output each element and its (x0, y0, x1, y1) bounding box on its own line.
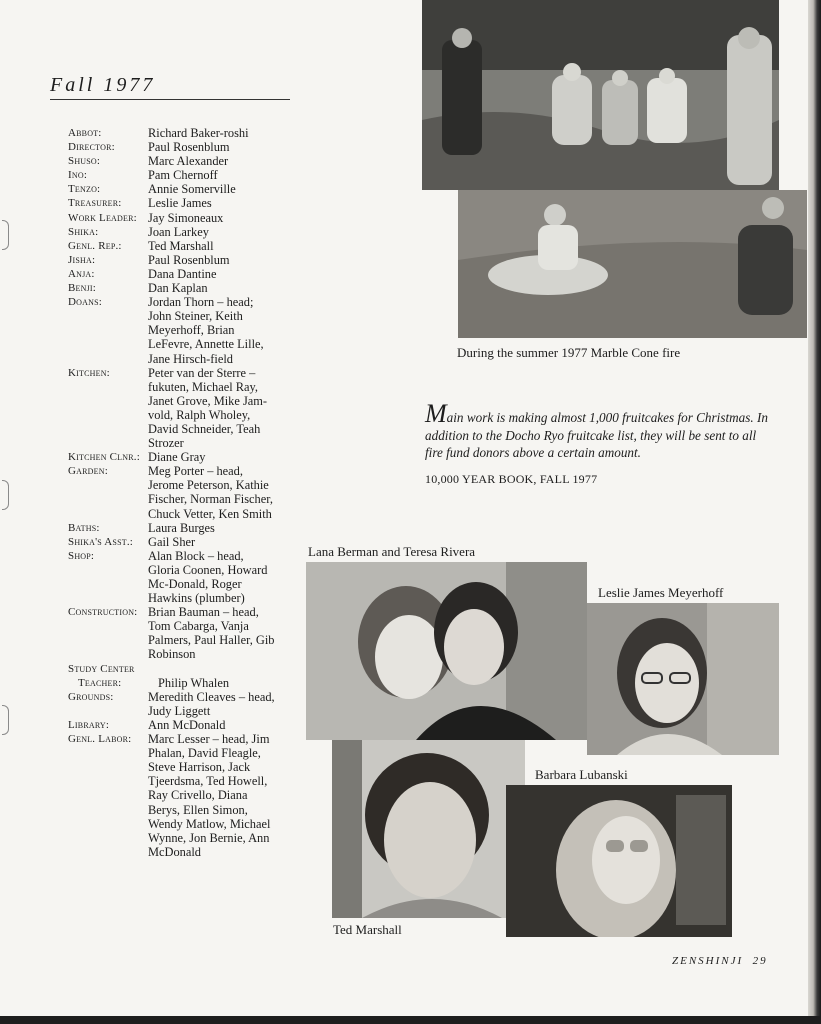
roster-name-line: Brian Bauman – head, (148, 605, 259, 620)
roster-role: Genl. Rep.: (68, 239, 122, 252)
staff-roster (68, 126, 298, 859)
ted-photo (332, 740, 525, 918)
roster-names (148, 549, 292, 605)
roster-name-line: Meg Porter – head, (148, 464, 243, 479)
roster-row (68, 464, 298, 520)
roster-names (148, 281, 292, 295)
roster-names (148, 196, 292, 210)
roster-role: Study Center (68, 662, 135, 675)
roster-row (68, 690, 298, 718)
roster-row (68, 732, 298, 859)
roster-role: Garden: (68, 465, 108, 478)
roster-name-line: Marc Alexander (148, 154, 229, 169)
binding-staple (2, 705, 9, 735)
roster-name-line: Strozer (148, 436, 184, 451)
roster-role: Tenzo: (68, 183, 101, 196)
roster-name-line: Meyerhoff, Brian (148, 323, 235, 338)
roster-name-line: Gail Sher (148, 534, 196, 549)
fire-crew-photo (422, 0, 779, 190)
roster-name-line: Tom Cabarga, Vanja (148, 619, 249, 634)
roster-row (68, 211, 298, 225)
roster-role: Library: (68, 718, 110, 731)
quote-drop-letter: M (425, 399, 447, 428)
roster-row (68, 535, 298, 549)
roster-name-line: LeFevre, Annette Lille, (148, 337, 264, 352)
page-title: Fall 1977 (50, 74, 290, 100)
roster-row (68, 676, 298, 690)
roster-name-line: vold, Ralph Wholey, (148, 407, 251, 422)
roster-row (68, 605, 298, 661)
page-edge (808, 0, 821, 1024)
leslie-photo (587, 603, 779, 755)
roster-name-line: Berys, Ellen Simon, (148, 802, 248, 817)
roster-names (148, 239, 292, 253)
binding-staple (2, 220, 9, 250)
roster-name-line: Peter van der Sterre – (148, 365, 256, 380)
roster-row (68, 295, 298, 365)
roster-role: Director: (68, 141, 115, 154)
roster-name-line: John Steiner, Keith (148, 309, 243, 324)
roster-names (148, 718, 292, 732)
roster-name-line: Laura Burges (148, 520, 215, 535)
roster-row (68, 154, 298, 168)
roster-names (148, 450, 292, 464)
roster-names (148, 662, 292, 676)
roster-name-line: Phalan, David Fleagle, (148, 746, 261, 761)
roster-role: Treasurer: (68, 197, 122, 210)
roster-name-line: Dan Kaplan (148, 281, 208, 296)
roster-row (68, 718, 298, 732)
roster-role: Grounds: (68, 690, 114, 703)
roster-role: Construction: (68, 606, 138, 619)
roster-names (148, 182, 292, 196)
roster-name-line: Gloria Coonen, Howard (148, 562, 268, 577)
barbara-photo (506, 785, 732, 937)
roster-names (148, 366, 292, 451)
roster-row (68, 126, 298, 140)
roster-role: Baths: (68, 521, 100, 534)
roster-name-line: Wendy Matlow, Michael (148, 816, 271, 831)
roster-name-line: Philip Whalen (158, 675, 230, 690)
roster-name-line: Leslie James (148, 196, 212, 211)
roster-role: Benji: (68, 282, 97, 295)
roster-name-line: David Schneider, Teah (148, 421, 261, 436)
roster-name-line: Hawkins (plumber) (148, 591, 245, 606)
roster-row (68, 366, 298, 451)
fire-rest-photo (458, 190, 807, 338)
roster-names (148, 295, 292, 365)
roster-row (68, 281, 298, 295)
roster-name-line: Jordan Thorn – head; (148, 295, 254, 310)
quote-source: 10,000 YEAR BOOK, FALL 1977 (425, 472, 598, 486)
roster-name-line: Dana Dantine (148, 266, 217, 281)
roster-row (68, 225, 298, 239)
roster-role: Anja: (68, 267, 95, 280)
roster-role: Kitchen: (68, 366, 110, 379)
roster-name-line: Meredith Cleaves – head, (148, 689, 275, 704)
roster-names (148, 690, 292, 718)
roster-role: Work Leader: (68, 211, 137, 224)
roster-names (158, 676, 302, 690)
roster-name-line: Ann McDonald (148, 717, 226, 732)
roster-role: Doans: (68, 296, 102, 309)
page-footer (672, 955, 768, 967)
roster-names (148, 126, 292, 140)
roster-role: Shuso: (68, 155, 101, 168)
roster-name-line: Palmers, Paul Haller, Gib (148, 633, 275, 648)
roster-name-line: Fischer, Norman Fischer, (148, 492, 273, 507)
roster-name-line: Jay Simoneaux (148, 210, 224, 225)
binding-staple (2, 480, 9, 510)
roster-row (68, 662, 298, 676)
roster-role: Shika: (68, 225, 99, 238)
roster-name-line: Marc Lesser – head, Jim (148, 732, 270, 747)
page-bottom-edge (0, 1016, 821, 1024)
roster-names (148, 168, 292, 182)
roster-name-line: Steve Harrison, Jack (148, 760, 251, 775)
roster-name-line: Alan Block – head, (148, 548, 244, 563)
roster-name-line: Paul Rosenblum (148, 140, 230, 155)
roster-names (148, 464, 292, 520)
roster-names (148, 253, 292, 267)
lana-teresa-caption: Lana Berman and Teresa Rivera (308, 544, 476, 559)
roster-name-line: Richard Baker-roshi (148, 126, 249, 140)
roster-name-line: Pam Chernoff (148, 168, 218, 183)
roster-name-line: Paul Rosenblum (148, 252, 230, 267)
roster-names (148, 225, 292, 239)
roster-name-line: fukuten, Michael Ray, (148, 379, 258, 394)
quote-text: ain work is making almost 1,000 fruitcakes for Christmas. In addition to the Docho Ryo fruitcake list, they will be sent to all fire fund donors above a certain amount. (425, 410, 768, 460)
roster-name-line: Ted Marshall (148, 238, 214, 253)
roster-row (68, 196, 298, 210)
roster-names (148, 267, 292, 281)
roster-name-line: Wynne, Jon Bernie, Ann (148, 830, 270, 845)
roster-role: Abbot: (68, 127, 102, 139)
roster-name-line: Tjeerdsma, Ted Howell, (148, 774, 268, 789)
roster-role: Kitchen Clnr.: (68, 451, 140, 464)
roster-name-line: Annie Somerville (148, 182, 236, 197)
roster-row (68, 450, 298, 464)
roster-row (68, 182, 298, 196)
roster-name-line: McDonald (148, 844, 201, 859)
roster-row (68, 140, 298, 154)
roster-name-line: Jerome Peterson, Kathie (148, 478, 269, 493)
fire-caption: During the summer 1977 Marble Cone fire (457, 345, 681, 360)
leslie-caption: Leslie James Meyerhoff (598, 585, 724, 600)
publication-name: ZENSHINJI (672, 955, 744, 967)
roster-role: Ino: (68, 169, 88, 182)
roster-name-line: Mc-Donald, Roger (148, 577, 242, 591)
roster-row (68, 521, 298, 535)
roster-name-line: Janet Grove, Mike Jam- (148, 393, 268, 408)
roster-names (148, 535, 292, 549)
roster-name-line: Jane Hirsch-field (148, 351, 233, 366)
roster-names (148, 605, 292, 661)
page-number: 29 (752, 955, 768, 967)
roster-role: Teacher: (78, 676, 122, 689)
roster-names (148, 521, 292, 535)
roster-role: Shika's Asst.: (68, 535, 134, 548)
fruitcake-quote (425, 399, 770, 462)
ted-caption: Ted Marshall (333, 922, 402, 937)
roster-name-line: Judy Liggett (148, 703, 211, 718)
barbara-caption: Barbara Lubanski (535, 767, 628, 782)
roster-names (148, 732, 292, 859)
roster-row (68, 239, 298, 253)
lana-teresa-photo (306, 562, 587, 740)
roster-names (148, 211, 292, 225)
roster-names (148, 140, 292, 154)
roster-row (68, 168, 298, 182)
roster-name-line: Diane Gray (148, 450, 206, 465)
roster-row (68, 253, 298, 267)
roster-name-line: Robinson (148, 647, 196, 662)
roster-name-line: Joan Larkey (148, 224, 209, 239)
roster-name-line: Ray Crivello, Diana (148, 788, 248, 803)
roster-role: Genl. Labor: (68, 733, 132, 746)
roster-name-line: Chuck Vetter, Ken Smith (148, 506, 272, 521)
roster-names (148, 154, 292, 168)
roster-role: Shop: (68, 549, 95, 562)
roster-row (68, 267, 298, 281)
roster-role: Jisha: (68, 253, 96, 266)
roster-row (68, 549, 298, 605)
